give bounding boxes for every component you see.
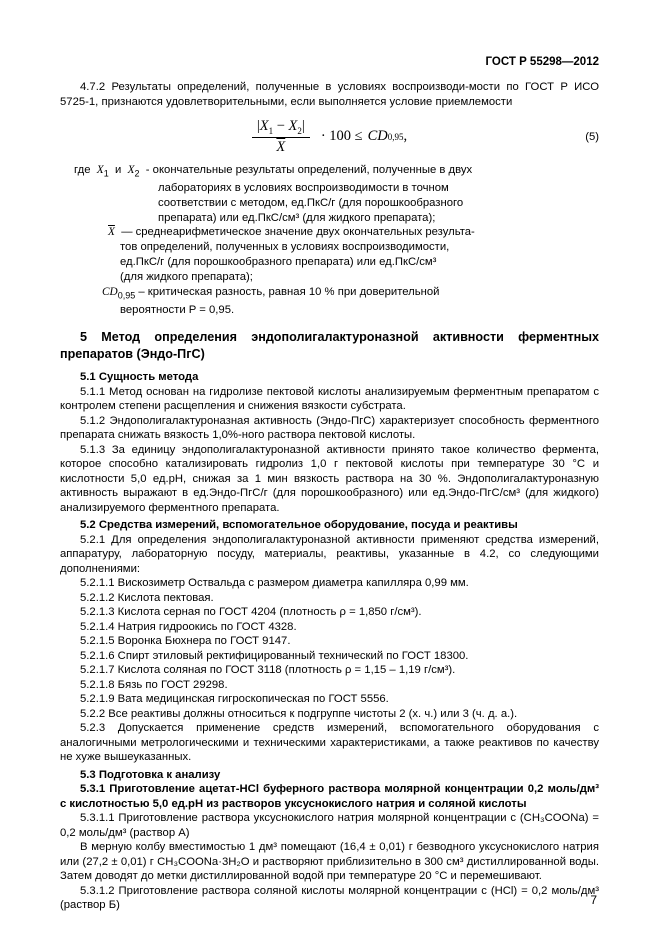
formula-comma: , — [403, 128, 408, 145]
paragraph-5-2-3: 5.2.3 Допускается применение средств измерений, вспомогательного оборудования с аналогичными метрологическими и техническими характеристиками, а также реактивов по качеству не хуже вышеуказанных. — [60, 722, 599, 764]
list-item-5-2-1-7: 5.2.1.7 Кислота соляная по ГОСТ 3118 (плотность ρ = 1,15 – 1,19 г/см³). — [80, 664, 456, 677]
paragraph-5-3-1-1-body: В мерную колбу вместимостью 1 дм³ помещают (16,4 ± 0,01) г безводного уксуснокислого натрия или (27,2 ± 0,01) г CH₃COONa·3H₂O и растворяют приблизительно в 300 см³ дистиллированной воды. Затем доводят до метки дистиллированной водой при температуре 20 °С и перемешивают. — [60, 841, 599, 883]
paragraph-5-1-1: 5.1.1 Метод основан на гидролизе пектовой кислоты анализируемым ферментным препаратом с контролем степени расщепления и снижения вязкости субстрата. — [60, 385, 599, 413]
where-line-4: препарата) или ед.ПкС/см³ (для жидкого препарата); — [158, 211, 436, 224]
where-line-1 — [74, 163, 599, 181]
section-5-3-heading: 5.3 Подготовка к анализу — [80, 768, 221, 781]
var-cd-sub: 0,95 — [387, 131, 404, 142]
fraction-denominator — [276, 138, 285, 156]
paragraph-5-2-1: 5.2.1 Для определения эндополигалактуроназной активности применяют средства измерений, аппаратуру, лабораторную посуду, материалы, реактивы, указанные в 4.2, со следующими дополнениями: — [60, 533, 599, 575]
var-x1-sub: 1 — [103, 168, 109, 179]
abs-bar-open: | — [256, 117, 260, 134]
section-5-heading: 5 Метод определения эндополигалактуроназной активности ферментных препаратов (Эндо-ПгС) — [60, 330, 599, 361]
where-line-2: лабораториях в условиях воспроизводимости в точном — [158, 182, 449, 195]
abs-bar-close: | — [301, 117, 305, 134]
list-item-5-2-1-1: 5.2.1.1 Вискозиметр Оствальда с размером диаметра капилляра 0,99 мм. — [80, 577, 469, 590]
var-x1: X — [96, 164, 104, 176]
doc-code: ГОСТ Р 55298—2012 — [485, 56, 599, 68]
where-line-10: вероятности P = 0,95. — [120, 303, 235, 316]
page-number: 7 — [590, 893, 597, 907]
where-line-9 — [102, 285, 599, 303]
where-line-5-text: — среднеарифметическое значение двух окончательных результа- — [121, 226, 475, 239]
var-cd: CD — [367, 128, 388, 145]
list-item-5-2-1-3: 5.2.1.3 Кислота серная по ГОСТ 4204 (плотность ρ = 1,850 г/см³). — [80, 606, 422, 619]
var-x2: X — [288, 117, 298, 134]
where-line-5 — [108, 225, 599, 240]
where-line-8: (для жидкого препарата); — [120, 270, 253, 283]
var-xbar: X — [276, 139, 286, 156]
var-x2-sub: 2 — [297, 125, 302, 136]
var-cd-sub: 0,95 — [117, 289, 136, 300]
where-line-6: тов определений, полученных в условиях воспроизводимости, — [120, 241, 450, 254]
where-lead: где — [74, 164, 91, 176]
paragraph-5-3-1-1: 5.3.1.1 Приготовление раствора уксуснокислого натрия молярной концентрации c (CH₃COONa) = 0,2 моль/дм³ (раствор А) — [60, 812, 599, 839]
where-line-9-text: – критическая разность, равная 10 % при доверительной — [138, 285, 440, 298]
list-item-5-2-1-4: 5.2.1.4 Натрия гидроокись по ГОСТ 4328. — [80, 620, 297, 633]
var-x1-sub: 1 — [268, 125, 274, 136]
where-line-7: ед.ПкС/г (для порошкообразного препарата) или ед.ПкС/см³ — [120, 256, 437, 269]
formula-block — [60, 115, 599, 159]
paragraph-5-3-1: 5.3.1 Приготовление ацетат-HCl буферного раствора молярной концентрации 0,2 моль/дм³ с кислотностью 5,0 ед.рН из растворов уксуснокислого натрия и соляной кислоты — [60, 783, 599, 810]
var-cd: CD — [102, 285, 118, 298]
paragraph-5-1-3: 5.1.3 За единицу эндополигалактуроназной активности принято такое количество фермента, которое способно катализировать гидролиз 1,0 г пектовой кислоты при температуре 30 °С и кислотности 5,0 ед.рН, снижая за 1 мин вязкость раствора на 30 %. Эндополигалактуроназную активность выражают в ед.Эндо-ПгС/г (для порошкообразного) или ед.Эндо-ПгС/см³ (для жидкого) анализируемого ферментного препарата. — [60, 443, 599, 514]
section-5-2-heading: 5.2 Средства измерений, вспомогательное оборудование, посуда и реактивы — [80, 519, 518, 532]
paragraph-5-3-1-2: 5.3.1.2 Приготовление раствора соляной кислоты молярной концентрации c (HCl) = 0,2 моль/дм³ (раствор Б) — [60, 884, 599, 912]
paragraph-5-1-2: 5.1.2 Эндополигалактуроназная активность (Эндо-ПгС) характеризует способность ферментного препарата снижать вязкость 1,0%-ного раствора пектовой кислоты. — [60, 414, 599, 442]
var-x2-sub: 2 — [134, 168, 140, 179]
where-line-1-text: - окончательные результаты определений, полученные в двух — [145, 164, 473, 176]
var-x1: X — [259, 117, 269, 134]
list-item-5-2-1-6: 5.2.1.6 Спирт этиловый ректифицированный технический по ГОСТ 18300. — [80, 649, 469, 662]
where-block — [60, 163, 599, 317]
where-and: и — [114, 164, 122, 176]
paragraph-4-7-2: 4.7.2 Результаты определений, полученные в условиях воспроизводи-мости по ГОСТ Р ИСО 5725-1, признаются удовлетворительными, если выполняется условие приемлемости — [60, 81, 599, 108]
where-line-3: соответствии с методом, ед.ПкС/г (для порошкообразного — [158, 196, 464, 209]
equation-number: (5) — [585, 131, 599, 143]
list-item-5-2-1-5: 5.2.1.5 Воронка Бюхнера по ГОСТ 9147. — [80, 635, 291, 648]
fraction — [252, 118, 310, 157]
paragraph-5-2-2: 5.2.2 Все реактивы должны относиться к подгруппе чистоты 2 (х. ч.) или 3 (ч. д. а.). — [80, 707, 518, 720]
list-item-5-2-1-2: 5.2.1.2 Кислота пектовая. — [80, 591, 214, 604]
var-x2: X — [127, 164, 135, 176]
formula-5 — [252, 118, 407, 157]
list-item-5-2-1-8: 5.2.1.8 Бязь по ГОСТ 29298. — [80, 678, 228, 691]
minus-sign: − — [276, 117, 285, 134]
fraction-numerator — [252, 118, 310, 139]
section-5-1-heading: 5.1 Сущность метода — [80, 371, 199, 384]
formula-operator: · 100 ≤ — [320, 128, 363, 145]
var-xbar: $\overline{X}$ — [108, 226, 115, 239]
list-item-5-2-1-9: 5.2.1.9 Вата медицинская гигроскопическая по ГОСТ 5556. — [80, 693, 389, 706]
